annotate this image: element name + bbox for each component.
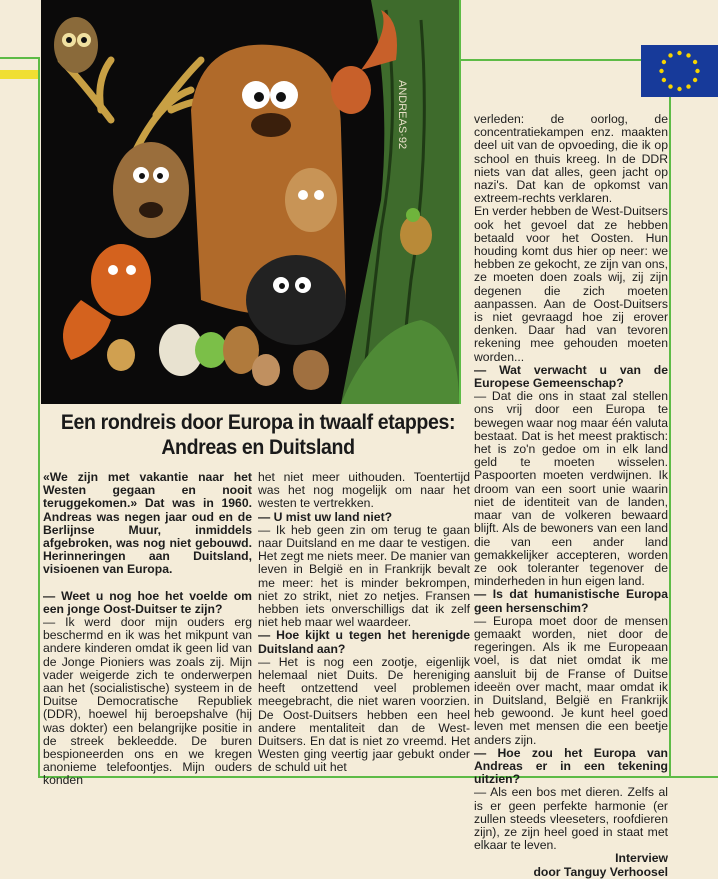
frame-line-left — [38, 57, 40, 777]
question-1: — Weet u nog hoe het voelde om een jonge Oost-Duitser te zijn? — [43, 588, 252, 616]
answer-4: — Dat die ons in staat zal stellen ons vrij door een Europa te bewegen waar nog maar één valuta bestaat. Dat is het meest praktisch: het is zo'n gedoe om in elk land geld te moeten wisselen. Paspoorten moeten verdwijnen. Ik droom van een soort unie waarin niet de identiteit van de landen, maar van de volkeren bewaard blijft. Als de bewoners van een land die van een ander land gemakkelijker accepteren, worden ze ook toleranter tegenover de minderheden in hun eigen land. — [474, 389, 668, 589]
article-headline — [55, 410, 460, 460]
yellow-accent-strip — [0, 70, 40, 79]
eu-flag — [641, 45, 718, 97]
frame-line-right-top — [459, 59, 641, 61]
question-3: — Hoe kijkt u tegen het herenigde Duitsland aan? — [258, 628, 470, 656]
answer-1: — Ik werd door mijn ouders erg beschermd en ik was het mikpunt van andere kinderen omdat ik geen lid van de Jonge Pioniers was zoals zij. Mijn vader weigerde zich te onderwerpen aan het (socialistische) systeem in de Duitse Democratische Republiek (DDR), hoewel hij beroepshalve (hij was dokter) een belangrijke positie in de streek bekleedde. De buren bespioneerden ons en we kregen anonieme telefoontjes. Mijn ouders konden — [43, 615, 252, 788]
credit-line-2: door Tanguy Verhoosel — [533, 864, 668, 879]
headline-line-2: Andreas en Duitsland — [161, 436, 355, 459]
text-column-1 — [43, 471, 252, 788]
frame-line-right — [669, 97, 671, 777]
forest-animals-illustration — [41, 0, 461, 404]
answer-6: — Als een bos met dieren. Zelfs al is er geen perfekte harmonie (er zullen steeds vleeseters, roofdieren zijn), ze zijn heel goed in staat met elkaar te leven. — [474, 785, 668, 853]
eu-stars-icon — [641, 45, 718, 97]
answer-3: — Het is nog een zootje, eigenlijk helemaal niet Duits. De hereniging heeft ontzettend veel problemen meegebracht, die niet waren voorzien. De Oost-Duitsers hebben een heel andere mentaliteit dan de West-Duitsers. En dat is niet zo vreemd. Het Westen ging veertig jaar gebukt onder de schuld uit het — [258, 654, 470, 775]
illustration-signature: ANDREAS·92 — [396, 80, 408, 150]
answer-3-continued-2: En verder hebben de West-Duitsers ook het gevoel dat ze hebben betaald voor het Oosten. Hun houding komt dus hier op neer: we hebben ze gekocht, ze zijn van ons, ze moeten doen zoals wij, zij zijn degenen die zich moeten aanpassen. Aan de Oost-Duitsers is niet gevraagd hoe zij erover denken. Daar had van tevoren rekening mee gehouden moeten worden... — [474, 204, 668, 364]
answer-3-continued: verleden: de oorlog, de concentratiekampen enz. maakten deel uit van de opvoeding, die ik op school en thuis kreeg. In de DDR niets van dat alles, geen jacht op nazi's. Dat kan de opkomst van extreem-rechts verklaren. — [474, 112, 668, 206]
lead-paragraph: «We zijn met vakantie naar het Westen gegaan en nooit teruggekomen.» Dat was in 1960. Andreas was negen jaar oud en de Berlijnse Muur, inmiddels afgebroken, was nog niet gebouwd. Herinneringen aan Duitsland, visioenen van Europa. — [43, 470, 252, 577]
frame-line-top — [0, 57, 40, 59]
answer-1-continued: het niet meer uithouden. Toentertijd was het nog mogelijk om naar het westen te vertrekken. — [258, 470, 470, 511]
question-5: — Is dat humanistische Europa geen hersenschim? — [474, 587, 668, 615]
illustration-art — [41, 0, 459, 404]
answer-5: — Europa moet door de mensen gemaakt worden, niet door de regeringen. Als ik me Europeaan voel, is dat niet omdat ik me aansluit bij de Franse of Duitse ideeën over macht, maar omdat ik in Duitsland, België en Frankrijk heb gewoond. Je kunt heel goed leven met mensen die een beetje anders zijn. — [474, 613, 668, 747]
question-4: — Wat verwacht u van de Europese Gemeenschap? — [474, 362, 668, 391]
question-2: — U mist uw land niet? — [258, 509, 393, 524]
answer-2: — Ik heb geen zin om terug te gaan naar Duitsland en me daar te vestigen. Het zegt me niets meer. De manier van leven in België en in Frankrijk bevalt me meer: het is minder bekrompen, niet zo strikt, niet zo netjes. Fransen hebben iets onverschilligs dat ik zelf niet heb maar wel waardeer. — [258, 522, 470, 630]
question-6: — Hoe zou het Europa van Andreas er in een tekening uitzien? — [474, 745, 668, 787]
text-column-3 — [474, 113, 668, 879]
credit-line-1: Interview — [615, 851, 668, 866]
text-column-2 — [258, 471, 470, 775]
headline-line-1: Een rondreis door Europa in twaalf etappes: — [60, 411, 456, 434]
